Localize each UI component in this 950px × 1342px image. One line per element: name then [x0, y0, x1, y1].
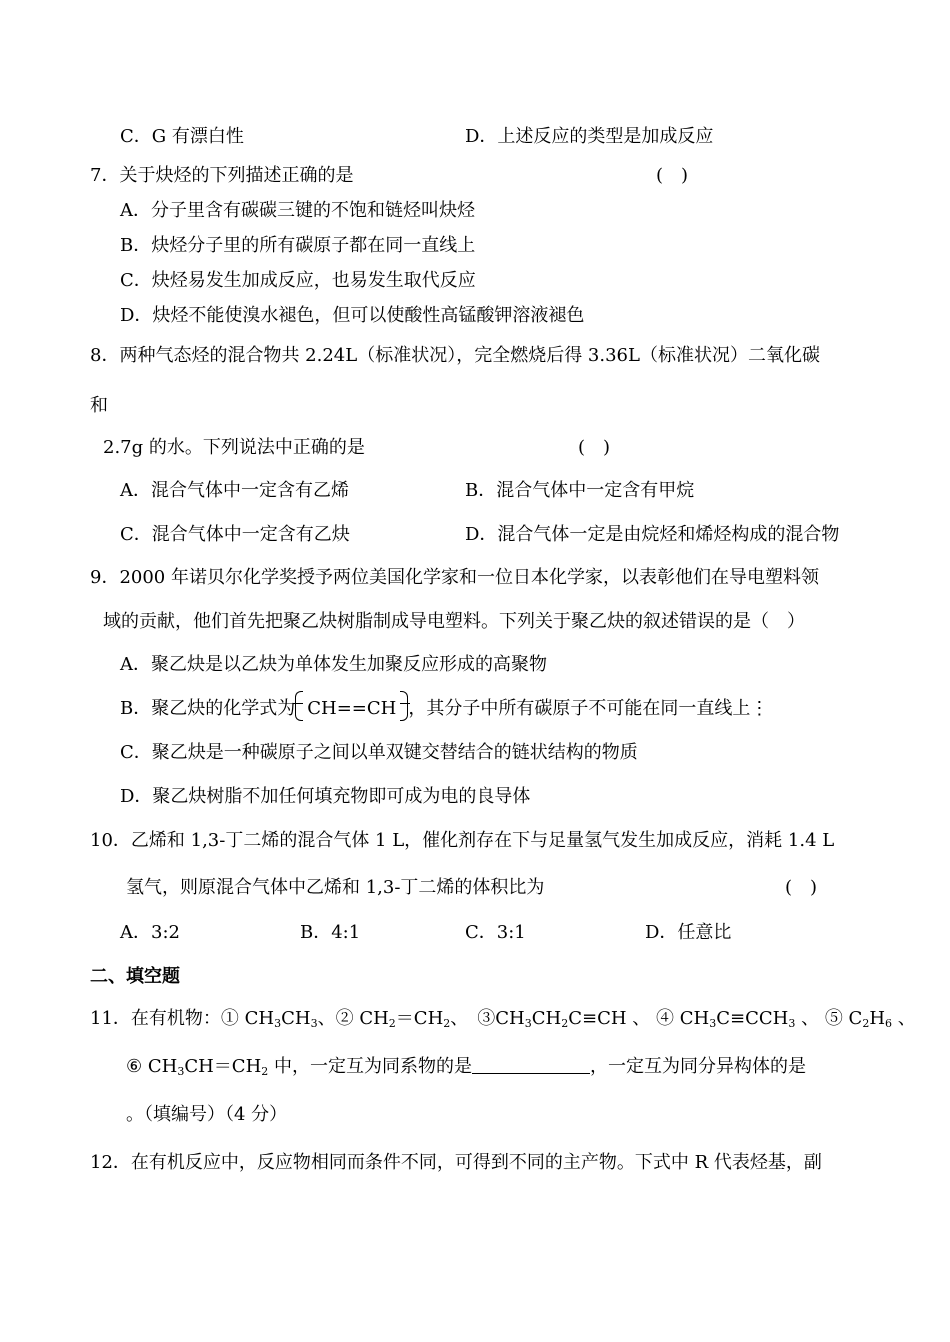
q11-number: 11．在有机物：	[90, 1008, 221, 1029]
homolog-answer-blank[interactable]	[472, 1055, 590, 1074]
q11-line1: 11．在有机物：① $CH_3CH_3$、② $CH_2=CH_2$、 $③CH_3CH_2C\equiv CH$ 、 ④ $CH_3C\equiv CCH_3$ 、 ⑤ $C_2H_6$ 、	[90, 1008, 916, 1030]
q9-option-a: A．聚乙炔是以乙炔为单体发生加聚反应形成的高聚物	[120, 654, 547, 675]
q10-option-a: A．3:2	[120, 922, 180, 943]
compound-4: ④ CH	[656, 1008, 710, 1029]
q8-option-d: D．混合气体一定是由烷烃和烯烃构成的混合物	[465, 524, 840, 545]
q9-option-c: C．聚乙炔是一种碳原子之间以单双键交替结合的链状结构的物质	[120, 742, 638, 763]
q9-option-b-tail: ⋮	[750, 698, 769, 719]
q8-stem-line2: 和	[90, 395, 108, 416]
q10-option-d: D．任意比	[645, 922, 732, 943]
polymer-repeat-unit: CH==CH	[307, 698, 397, 719]
q6-option-c: C．G 有漂白性	[120, 126, 244, 147]
q8-stem-line3: 2.7g 的水。下列说法中正确的是	[103, 437, 365, 458]
q10-stem-line1: 10．乙烯和 1,3-丁二烯的混合气体 1 L，催化剂存在下与足量氢气发生加成反应，消耗 1.4 L	[90, 830, 835, 851]
compound-2: ② CH	[335, 1008, 389, 1029]
q9-option-b-suffix: ，其分子中所有碳原子不可能在同一直线上	[408, 698, 751, 719]
q7-stem: 7．关于炔烃的下列描述正确的是	[90, 165, 354, 186]
q10-option-b: B．4:1	[300, 922, 361, 943]
q8-option-c: C．混合气体中一定含有乙炔	[120, 524, 350, 545]
q10-answer-paren: ( )	[785, 877, 818, 898]
q9-option-d: D．聚乙炔树脂不加任何填充物即可成为电的良导体	[120, 786, 531, 807]
compound-1: ① CH	[220, 1008, 275, 1029]
q11-line3: 。（填编号）（4 分）	[126, 1104, 288, 1125]
q8-stem-line1: 8．两种气态烃的混合物共 2.24L（标准状况），完全燃烧后得 3.36L（标准状况）二氧化碳	[90, 345, 820, 366]
q9-stem-line2: 域的贡献，他们首先把聚乙炔树脂制成导电塑料。下列关于聚乙炔的叙述错误的是（ ）	[103, 611, 805, 632]
q9-stem-line1: 9．2000 年诺贝尔化学奖授予两位美国化学家和一位日本化学家，以表彰他们在导电塑料领	[90, 567, 819, 588]
q8-option-b: B．混合气体中一定含有甲烷	[465, 480, 695, 501]
q9-option-b-prefix: B．聚乙炔的化学式为	[120, 698, 296, 719]
polymer-bracket-left	[295, 691, 303, 721]
q7-option-c: C．炔烃易发生加成反应，也易发生取代反应	[120, 270, 476, 291]
compound-3: ③CH	[477, 1008, 525, 1029]
q7-option-a: A．分子里含有碳碳三键的不饱和链烃叫炔烃	[120, 200, 475, 221]
q11-line2: ⑥ $CH_3CH=CH_2$ 中，一定互为同系物的是 ，一定互为同分异构体的是	[126, 1056, 807, 1078]
q6-option-d: D．上述反应的类型是加成反应	[465, 126, 714, 147]
q10-option-c: C．3:1	[465, 922, 526, 943]
q7-option-d: D．炔烃不能使溴水褪色，但可以使酸性高锰酸钾溶液褪色	[120, 305, 585, 326]
compound-6: ⑥ CH	[126, 1056, 178, 1077]
polyacetylene-formula	[295, 697, 408, 721]
q9-option-b	[120, 697, 768, 721]
q7-answer-paren: ( )	[656, 165, 689, 186]
polymer-bracket-right	[400, 691, 408, 721]
section-title-fill-in: 二、填空题	[90, 966, 180, 987]
q12-stem: 12．在有机反应中，反应物相同而条件不同，可得到不同的主产物。下式中 R 代表烃基，副	[90, 1152, 822, 1173]
q7-option-b: B．炔烃分子里的所有碳原子都在同一直线上	[120, 235, 476, 256]
compound-5: ⑤ C	[824, 1008, 863, 1029]
q8-answer-paren: ( )	[578, 437, 611, 458]
q8-option-a: A．混合气体中一定含有乙烯	[120, 480, 349, 501]
q10-stem-line2: 氢气，则原混合气体中乙烯和 1,3-丁二烯的体积比为	[126, 877, 545, 898]
